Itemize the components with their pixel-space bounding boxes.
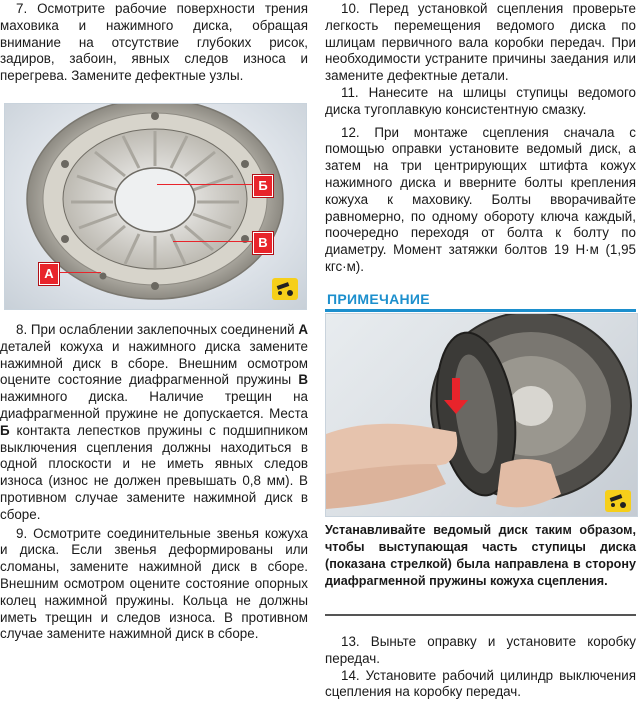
paragraph-step-10: 10. Перед установкой сцепления проверьте легкость перемещения ведомого диска по шлицам первичного вала коробки передач. При необходимости устраните причины заедания или замените дефектные детали. bbox=[325, 1, 636, 84]
paragraph-step-13: 13. Выньте оправку и установите коробку передач. bbox=[325, 634, 636, 666]
p8-mark-b: Б bbox=[0, 422, 10, 438]
note-caption: Устанавливайте ведомый диск таким образом, чтобы выступающая часть ступицы диска (показана стрелкой) была направлена в сторону диафрагменной пружины кожуха сцепления. bbox=[325, 523, 636, 588]
paragraph-step-9: 9. Осмотрите соединительные звенья кожуха и диска. Если звенья деформированы или сломаны, замените нажимной диск в сборе. Внешним осмотром оцените состояние опорных колец нажимной пружины. Кольца не должны иметь трещин и следов износа. В противном случае замените нажимной диск в сборе. bbox=[0, 525, 308, 642]
p8-text-1: 8. При ослаблении заклепочных соединений bbox=[16, 322, 299, 337]
p8-text-3: нажимного диска. Наличие трещин на диафрагменной пружине не допускается. Места bbox=[0, 389, 308, 421]
paragraph-step-12: 12. При монтаже сцепления сначала с помощью оправки установите ведомый диск, а затем на три центрирующих штифта кожух нажимного диска и вверните болты крепления кожуха к маховику. Болты вворачивайте равномерно, по одному обороту ключа каждый, поочередно переходя от болта к болту по диаметру. Момент затяжки болтов 19 Н·м (1,95 кгс·м). bbox=[325, 124, 636, 274]
callout-label-a: А bbox=[39, 263, 59, 285]
p8-mark-v: В bbox=[298, 372, 308, 388]
left-column-lower bbox=[0, 322, 308, 643]
left-column bbox=[0, 0, 308, 85]
paragraph-step-14: 14. Установите рабочий цилиндр выключения сцепления на коробку передач. bbox=[325, 667, 636, 700]
callout-label-v: В bbox=[253, 232, 273, 254]
paragraph-step-8 bbox=[0, 322, 308, 524]
paragraph-step-11: 11. Нанесите на шлицы ступицы ведомого диска тугоплавкую консистентную смазку. bbox=[325, 84, 636, 117]
driven-disc-installation-photo bbox=[325, 313, 638, 517]
right-column-bottom bbox=[325, 634, 636, 701]
right-column bbox=[325, 0, 636, 276]
clutch-pressure-plate-photo bbox=[4, 103, 307, 310]
paragraph-step-7: 7. Осмотрите рабочие поверхности трения маховика и нажимного диска, обращая внимание на отсутствие глубоких рисок, задиров, забоин, явных следов износа и перегрева. Замените дефектные узлы. bbox=[0, 1, 308, 84]
caption-divider bbox=[325, 614, 636, 616]
tool-badge-icon-2 bbox=[605, 490, 631, 512]
leader-line-a bbox=[57, 272, 101, 273]
note-header bbox=[325, 290, 636, 312]
p8-mark-a: А bbox=[298, 322, 308, 337]
tool-badge-icon bbox=[272, 278, 298, 300]
leader-line-v bbox=[173, 241, 253, 242]
p8-text-4: контакта лепестков пружины с подшипником выключения сцепления должны находиться в одной плоскости и не иметь явных следов износа (износ не должен превышать 0,8 мм). В противном случае замените нажимной диск в сборе. bbox=[0, 422, 308, 522]
p8-text-2: деталей кожуха и нажимного диска замените нажимной диск в сборе. Внешним осмотром оцените состояние диафрагменной пружины bbox=[0, 338, 308, 388]
leader-line-b bbox=[157, 184, 253, 185]
driven-disc-illustration bbox=[326, 314, 637, 516]
note-title: ПРИМЕЧАНИЕ bbox=[327, 291, 430, 307]
callout-label-b: Б bbox=[253, 175, 273, 197]
